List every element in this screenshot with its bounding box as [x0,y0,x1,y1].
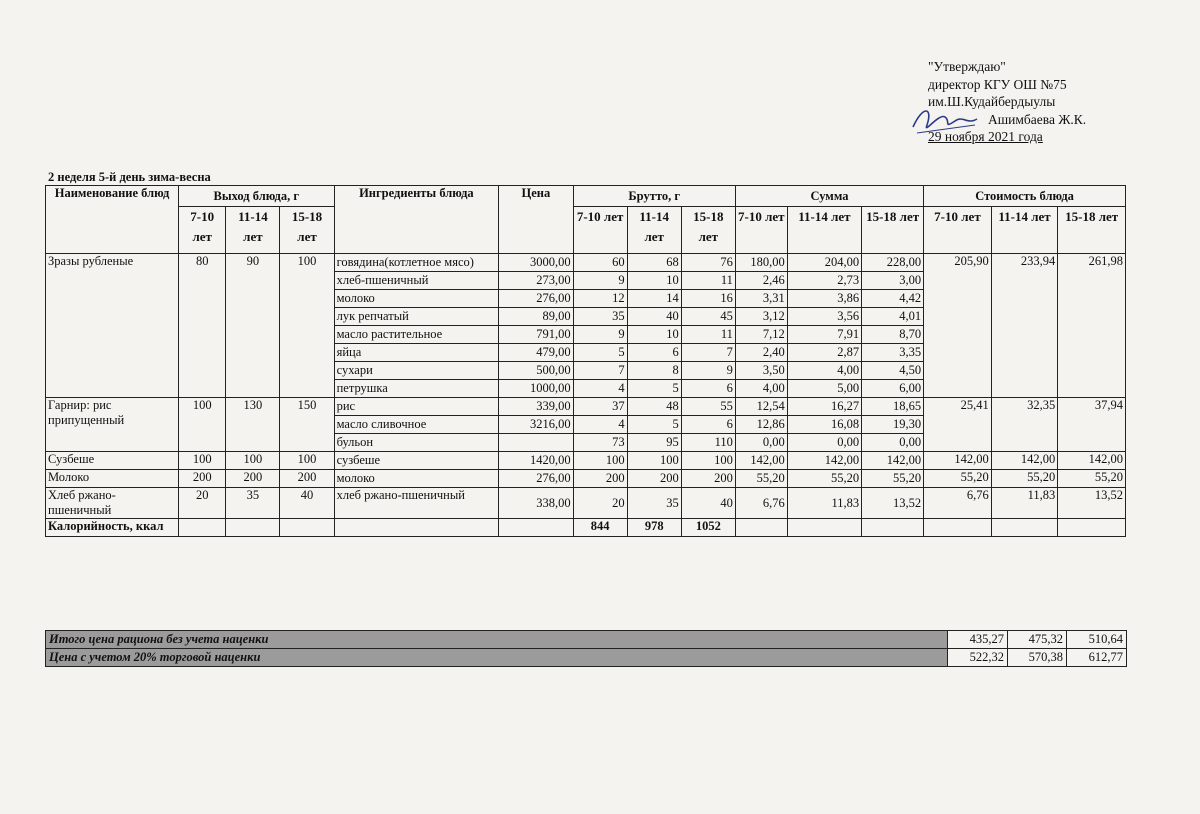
dish-cost: 13,52 [1058,488,1126,519]
totals-value: 510,64 [1067,631,1127,649]
age-header: 15-18 лет [1058,207,1126,254]
ingredient-name: хлеб-пшеничный [334,272,499,290]
ingredient-gross: 200 [627,470,681,488]
dish-name: Зразы рубленые [46,254,179,398]
ingredient-price: 276,00 [499,290,573,308]
ingredient-gross: 10 [627,326,681,344]
dish-yield: 200 [226,470,280,488]
ingredient-sum: 142,00 [735,452,787,470]
ingredient-sum: 0,00 [787,434,861,452]
dish-cost: 233,94 [991,254,1058,398]
ingredient-gross: 5 [627,380,681,398]
ingredient-sum: 2,73 [787,272,861,290]
ingredient-gross: 20 [573,488,627,519]
calories-value: 844 [573,519,627,537]
ingredient-gross: 68 [627,254,681,272]
dish-name: Молоко [46,470,179,488]
ingredient-sum: 4,50 [862,362,924,380]
table-row [46,488,1126,519]
empty-cell [499,519,573,537]
ingredient-gross: 55 [681,398,735,416]
dish-cost: 261,98 [1058,254,1126,398]
empty-cell [1058,519,1126,537]
ingredient-sum: 19,30 [862,416,924,434]
dish-cost: 25,41 [924,398,992,452]
approval-line: "Утверждаю" [928,59,1006,74]
ingredient-gross: 7 [681,344,735,362]
ingredient-gross: 5 [627,416,681,434]
ingredient-sum: 204,00 [787,254,861,272]
ingredient-sum: 4,42 [862,290,924,308]
approval-line: им.Ш.Кудайбердыулы [928,94,1056,109]
dish-name: Гарнир: рис припущенный [46,398,179,452]
calories-value: 978 [627,519,681,537]
col-sum: Сумма [735,186,923,207]
ingredient-sum: 228,00 [862,254,924,272]
ingredient-sum: 12,86 [735,416,787,434]
col-ingredients: Ингредиенты блюда [334,186,499,254]
ingredient-gross: 8 [627,362,681,380]
menu-body [46,254,1126,537]
ingredient-sum: 2,46 [735,272,787,290]
dish-yield: 80 [179,254,226,398]
totals-row [46,649,1127,667]
table-row [46,254,1126,272]
ingredient-sum: 7,91 [787,326,861,344]
signature-icon [905,95,985,145]
col-dish-name: Наименование блюд [46,186,179,254]
ingredient-sum: 55,20 [735,470,787,488]
dish-cost: 55,20 [924,470,992,488]
ingredient-sum: 2,40 [735,344,787,362]
table-row [46,452,1126,470]
ingredient-sum: 13,52 [862,488,924,519]
dish-cost: 32,35 [991,398,1058,452]
ingredient-sum: 4,01 [862,308,924,326]
dish-cost: 205,90 [924,254,992,398]
ingredient-sum: 16,27 [787,398,861,416]
age-header: 11-14 лет [627,207,681,254]
calories-row [46,519,1126,537]
dish-cost: 142,00 [991,452,1058,470]
dish-yield: 90 [226,254,280,398]
ingredient-sum: 0,00 [735,434,787,452]
ingredient-gross: 100 [681,452,735,470]
ingredient-name: лук репчатый [334,308,499,326]
dish-cost: 6,76 [924,488,992,519]
ingredient-gross: 73 [573,434,627,452]
col-yield: Выход блюда, г [179,186,335,207]
ingredient-sum: 55,20 [862,470,924,488]
ingredient-gross: 110 [681,434,735,452]
age-header: 11-14 лет [787,207,861,254]
empty-cell [862,519,924,537]
ingredient-sum: 12,54 [735,398,787,416]
age-header: 7-10 лет [179,207,226,254]
empty-cell [334,519,499,537]
ingredient-price: 1000,00 [499,380,573,398]
totals-label: Итого цена рациона без учета наценки [46,631,948,649]
empty-cell [179,519,226,537]
ingredient-name: сузбеше [334,452,499,470]
ingredient-name: яйца [334,344,499,362]
totals-value: 522,32 [948,649,1008,667]
ingredient-name: молоко [334,290,499,308]
ingredient-sum: 3,35 [862,344,924,362]
approval-line: Ашимбаева Ж.К. [988,111,1087,127]
ingredient-sum: 11,83 [787,488,861,519]
ingredient-sum: 3,31 [735,290,787,308]
dish-yield: 40 [280,488,334,519]
dish-yield: 100 [179,452,226,470]
calories-value: 1052 [681,519,735,537]
ingredient-name: бульон [334,434,499,452]
empty-cell [735,519,787,537]
ingredient-gross: 48 [627,398,681,416]
ingredient-gross: 14 [627,290,681,308]
ingredient-name: масло растительное [334,326,499,344]
col-cost: Стоимость блюда [924,186,1126,207]
ingredient-sum: 55,20 [787,470,861,488]
empty-cell [924,519,992,537]
ingredient-gross: 60 [573,254,627,272]
ingredient-gross: 6 [681,380,735,398]
dish-yield: 35 [226,488,280,519]
totals-label: Цена с учетом 20% торговой наценки [46,649,948,667]
calories-label: Калорийность, ккал [46,519,179,537]
ingredient-name: говядина(котлетное мясо) [334,254,499,272]
ingredient-price: 338,00 [499,488,573,519]
dish-yield: 100 [280,452,334,470]
ingredient-gross: 9 [573,272,627,290]
table-row [46,398,1126,416]
col-gross: Брутто, г [573,186,735,207]
ingredient-sum: 6,76 [735,488,787,519]
age-header: 11-14 лет [226,207,280,254]
ingredient-sum: 3,56 [787,308,861,326]
ingredient-gross: 45 [681,308,735,326]
ingredient-price: 339,00 [499,398,573,416]
ingredient-price: 500,00 [499,362,573,380]
ingredient-gross: 76 [681,254,735,272]
ingredient-gross: 9 [573,326,627,344]
ingredient-price: 479,00 [499,344,573,362]
ingredient-sum: 3,12 [735,308,787,326]
age-header: 7-10 лет [735,207,787,254]
ingredient-gross: 37 [573,398,627,416]
totals-value: 612,77 [1067,649,1127,667]
ingredient-price [499,434,573,452]
age-header: 15-18 лет [280,207,334,254]
dish-yield: 100 [280,254,334,398]
ingredient-sum: 3,00 [862,272,924,290]
age-header: 15-18 лет [862,207,924,254]
ingredient-gross: 9 [681,362,735,380]
ingredient-gross: 11 [681,326,735,344]
ingredient-gross: 4 [573,380,627,398]
week-day-label: 2 неделя 5-й день зима-весна [48,170,211,184]
ingredient-sum: 142,00 [862,452,924,470]
ingredient-name: сухари [334,362,499,380]
dish-yield: 100 [179,398,226,452]
ingredient-sum: 8,70 [862,326,924,344]
ingredient-price: 1420,00 [499,452,573,470]
ingredient-sum: 142,00 [787,452,861,470]
ingredient-gross: 200 [573,470,627,488]
dish-cost: 37,94 [1058,398,1126,452]
dish-name: Сузбеше [46,452,179,470]
ingredient-price: 3000,00 [499,254,573,272]
table-row [46,470,1126,488]
ingredient-gross: 200 [681,470,735,488]
ingredient-sum: 7,12 [735,326,787,344]
ingredient-price: 89,00 [499,308,573,326]
age-header: 11-14 лет [991,207,1058,254]
totals-row [46,631,1127,649]
ingredient-gross: 4 [573,416,627,434]
ingredient-gross: 95 [627,434,681,452]
ingredient-name: рис [334,398,499,416]
dish-yield: 100 [226,452,280,470]
ingredient-sum: 18,65 [862,398,924,416]
ingredient-name: петрушка [334,380,499,398]
totals-value: 475,32 [1008,631,1067,649]
ingredient-name: масло сливочное [334,416,499,434]
menu-table [45,185,1126,537]
totals-value: 570,38 [1008,649,1067,667]
ingredient-gross: 10 [627,272,681,290]
ingredient-gross: 40 [627,308,681,326]
dish-cost: 142,00 [924,452,992,470]
ingredient-gross: 6 [681,416,735,434]
ingredient-sum: 3,50 [735,362,787,380]
ingredient-sum: 180,00 [735,254,787,272]
ingredient-gross: 100 [627,452,681,470]
dish-yield: 130 [226,398,280,452]
dish-cost: 11,83 [991,488,1058,519]
age-header: 15-18 лет [681,207,735,254]
ingredient-sum: 4,00 [735,380,787,398]
ingredient-gross: 40 [681,488,735,519]
col-price: Цена [499,186,573,254]
dish-cost: 55,20 [991,470,1058,488]
ingredient-price: 273,00 [499,272,573,290]
ingredient-price: 276,00 [499,470,573,488]
ingredient-price: 3216,00 [499,416,573,434]
empty-cell [991,519,1058,537]
ingredient-sum: 2,87 [787,344,861,362]
ingredient-sum: 0,00 [862,434,924,452]
ingredient-gross: 16 [681,290,735,308]
ingredient-gross: 7 [573,362,627,380]
age-header: 7-10 лет [573,207,627,254]
ingredient-price: 791,00 [499,326,573,344]
ingredient-name: хлеб ржано-пшеничный [334,488,499,519]
ingredient-gross: 6 [627,344,681,362]
empty-cell [280,519,334,537]
ingredient-sum: 4,00 [787,362,861,380]
ingredient-gross: 11 [681,272,735,290]
dish-yield: 200 [280,470,334,488]
empty-cell [226,519,280,537]
ingredient-gross: 5 [573,344,627,362]
dish-cost: 55,20 [1058,470,1126,488]
age-header: 7-10 лет [924,207,992,254]
dish-yield: 20 [179,488,226,519]
empty-cell [787,519,861,537]
totals-value: 435,27 [948,631,1008,649]
approval-date: 29 ноября 2021 года [928,129,1043,144]
dish-name: Хлеб ржано-пшеничный [46,488,179,519]
approval-line: директор КГУ ОШ №75 [928,76,1067,92]
dish-yield: 150 [280,398,334,452]
ingredient-gross: 35 [573,308,627,326]
ingredient-sum: 3,86 [787,290,861,308]
ingredient-gross: 12 [573,290,627,308]
ingredient-gross: 100 [573,452,627,470]
ingredient-name: молоко [334,470,499,488]
dish-yield: 200 [179,470,226,488]
ingredient-gross: 35 [627,488,681,519]
dish-cost: 142,00 [1058,452,1126,470]
totals-table [45,630,1127,667]
ingredient-sum: 16,08 [787,416,861,434]
ingredient-sum: 6,00 [862,380,924,398]
ingredient-sum: 5,00 [787,380,861,398]
